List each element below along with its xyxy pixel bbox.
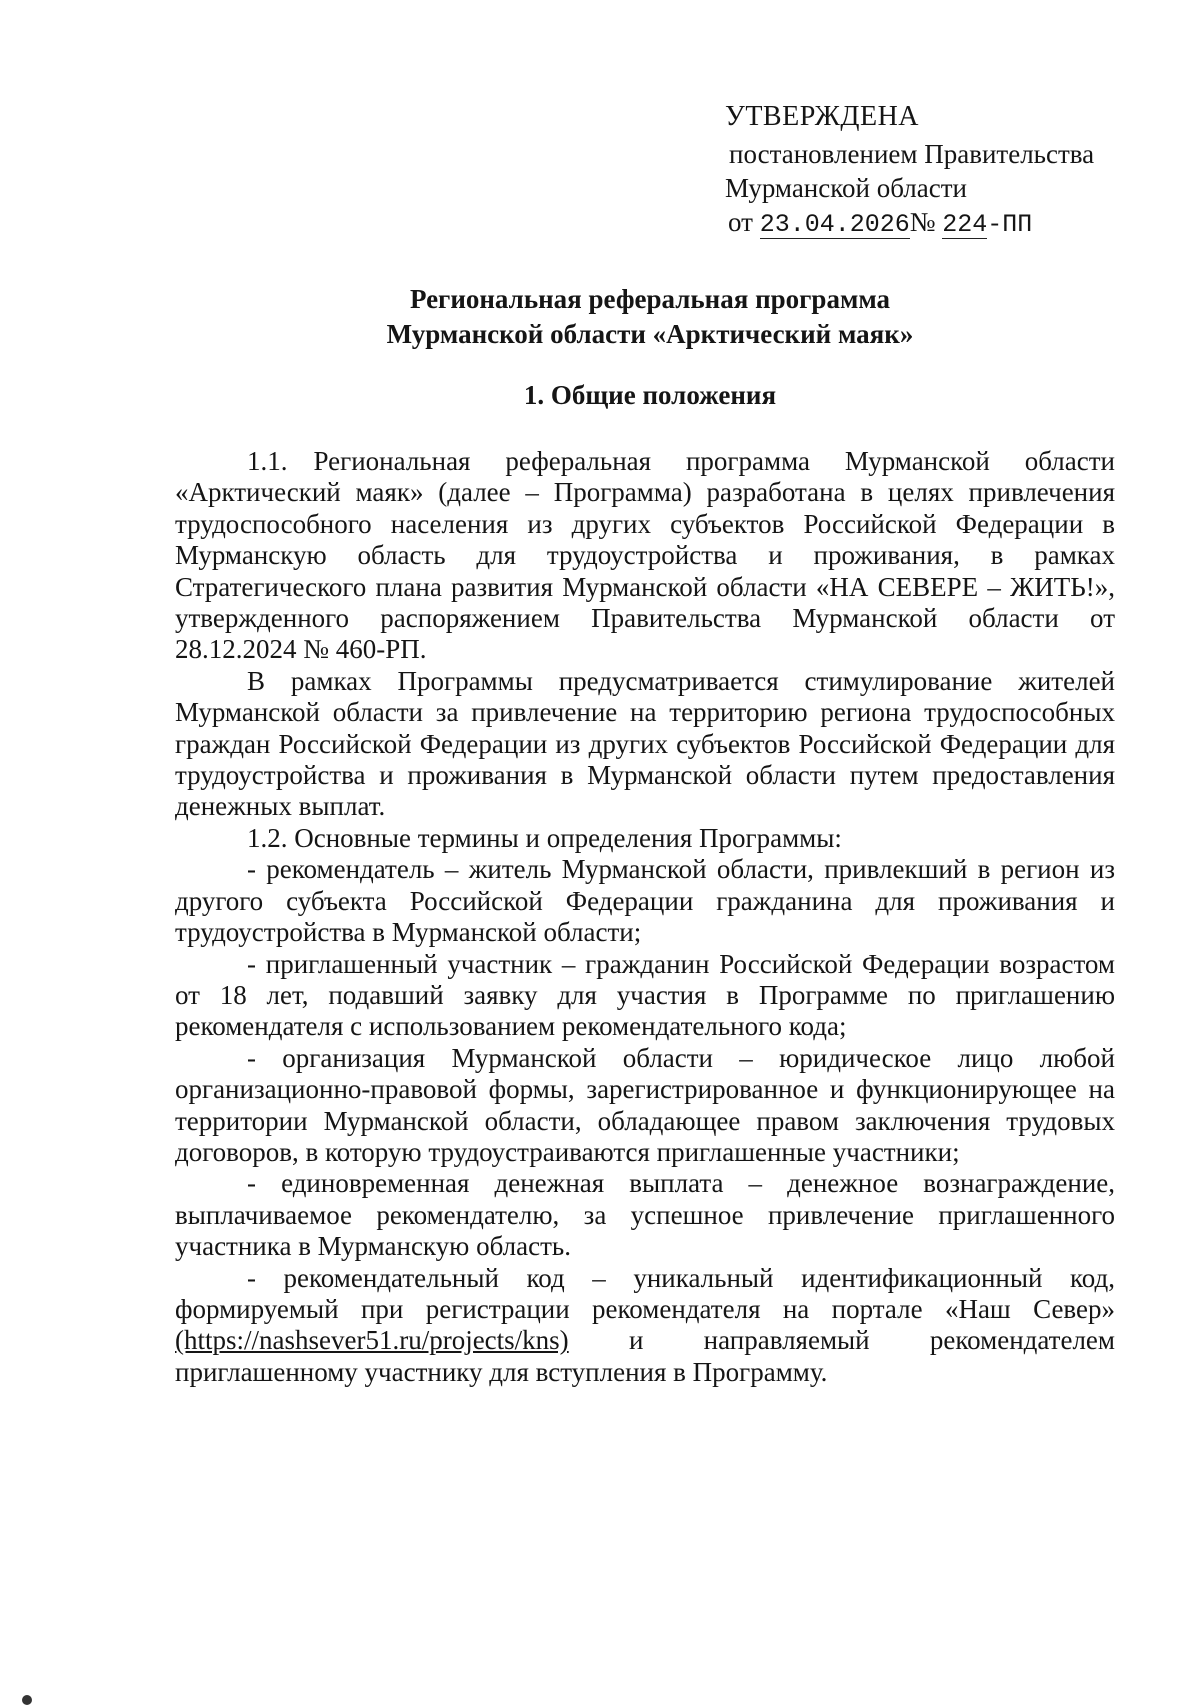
portal-link[interactable]: (https://nashsever51.ru/projects/kns) bbox=[175, 1325, 569, 1356]
referral-code-text-before: - рекомендательный код – уникальный идентификационный код, формируемый при регистрации рекомендателя на портале «Наш Север» bbox=[175, 1262, 1115, 1324]
approval-stamp bbox=[725, 100, 1094, 242]
term-one-time-payment: - единовременная денежная выплата – денежное вознаграждение, выплачиваемое рекомендателю, за успешное привлечение приглашенного участника в Мурманскую область. bbox=[175, 1168, 1115, 1262]
document-title bbox=[0, 282, 1200, 352]
term-invited-participant: - приглашенный участник – гражданин Российской Федерации возрастом от 18 лет, подавший заявку для участия в Программе по приглашению рекомендателя с использованием рекомендательного кода; bbox=[175, 948, 1115, 1042]
number-sign: № bbox=[909, 207, 943, 237]
term-recommender: - рекомендатель – житель Мурманской области, привлекший в регион из другого субъекта Российской Федерации гражданина для проживания и трудоустройства в Мурманской области; bbox=[175, 854, 1115, 948]
document-title-line-2: Мурманской области «Арктический маяк» bbox=[386, 319, 914, 349]
date-prefix: от bbox=[728, 207, 760, 237]
approval-date: 23.04.2026 bbox=[759, 210, 910, 239]
term-organization: - организация Мурманской области – юридическое лицо любой организационно-правовой формы, зарегистрированное и функционирующее на территории Мурманской области, обладающее правом заключения трудовых договоров, в которую трудоустраиваются приглашенные участники; bbox=[175, 1042, 1115, 1167]
paragraph-1-2: 1.2. Основные термины и определения Программы: bbox=[247, 822, 842, 853]
paragraph-number: 1.1. bbox=[247, 446, 288, 476]
term-referral-code bbox=[175, 1263, 1115, 1389]
approval-number: 224 bbox=[942, 210, 988, 239]
document-title-line-1: Региональная реферальная программа bbox=[409, 284, 891, 314]
approval-heading: УТВЕРЖДЕНА bbox=[725, 101, 920, 132]
approval-date-line bbox=[725, 205, 1094, 242]
paragraph-text: Региональная реферальная программа Мурманской области «Арктический маяк» (далее – Программа) разработана в целях привлечения трудоспособного населения из других субъектов Российской Федерации в Мурманскую область для трудоустройства и проживания, в рамках Стратегического плана развития Мурманской области «НА СЕВЕРЕ – ЖИТЬ!», утвержденного распоряжением Правительства Мурманской области от 28.12.2024 № 460-РП. bbox=[175, 446, 1115, 665]
approval-line-2: Мурманской области bbox=[725, 173, 967, 203]
section-heading: 1. Общие положения bbox=[523, 380, 777, 410]
approval-line-1: постановлением Правительства bbox=[729, 139, 1095, 169]
referral-code-text-after: и направляемый рекомендателем приглашенному участнику для вступления в Программу. bbox=[175, 1325, 1115, 1387]
scan-dot-mark bbox=[22, 1695, 32, 1705]
paragraph-1-1 bbox=[175, 446, 1115, 666]
document-body bbox=[175, 446, 1115, 1388]
paragraph-program-scope: В рамках Программы предусматривается стимулирование жителей Мурманской области за привлечение на территорию региона трудоспособных граждан Российской Федерации из других субъектов Российской Федерации для трудоустройства и проживания в Мурманской области путем предоставления денежных выплат. bbox=[175, 665, 1115, 822]
approval-number-suffix: -ПП bbox=[987, 210, 1033, 239]
